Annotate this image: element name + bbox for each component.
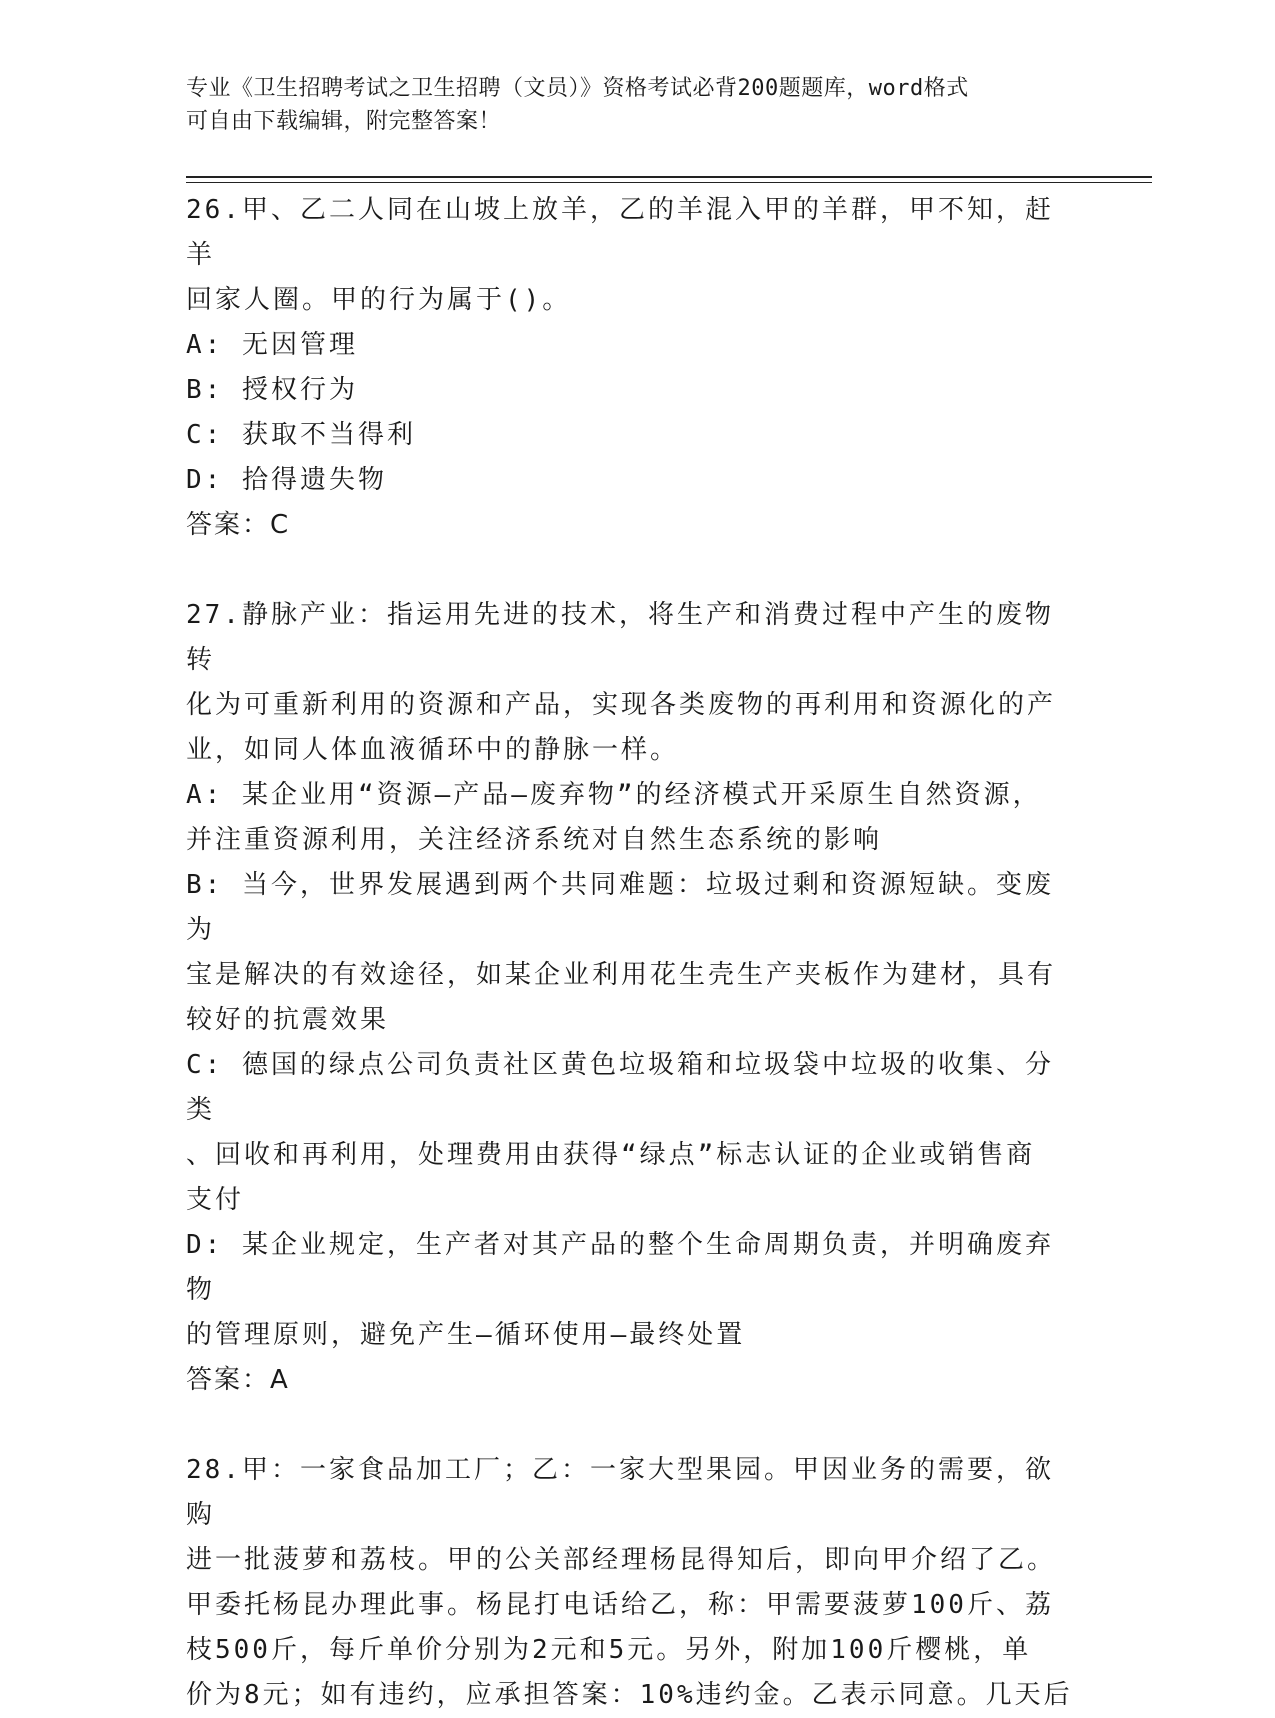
option-line: C: 获取不当得利 [186, 420, 416, 450]
option-line: D: 拾得遗失物 [186, 465, 387, 495]
stem-line: 业，如同人体血液循环中的静脉一样。 [186, 735, 680, 765]
question-27 [186, 593, 1076, 1403]
option-a [186, 773, 1076, 863]
option-line: D: 某企业规定，生产者对其产品的整个生命周期负责，并明确废弃物 [186, 1230, 1054, 1305]
stem-line: 甲委托杨昆办理此事。杨昆打电话给乙，称：甲需要菠萝100斤、荔 [186, 1590, 1054, 1620]
question-stem [186, 593, 1076, 773]
question-spacer [186, 548, 1076, 593]
option-line: B: 授权行为 [186, 375, 358, 405]
stem-line: 枝500斤，每斤单价分别为2元和5元。另外，附加100斤樱桃，单 [186, 1635, 1032, 1665]
question-26 [186, 188, 1076, 548]
option-line: 宝是解决的有效途径，如某企业利用花生壳生产夹板作为建材，具有 [186, 960, 1057, 990]
header-line-1: 专业《卫生招聘考试之卫生招聘（文员）》资格考试必背200题题库，word格式 [186, 76, 969, 101]
question-stem [186, 1448, 1076, 1718]
header-divider-thick [186, 176, 1152, 178]
option-b [186, 863, 1076, 1043]
option-line: 支付 [186, 1185, 245, 1215]
option-line: A: 无因管理 [186, 330, 358, 360]
option-line: 并注重资源利用，关注经济系统对自然生态系统的影响 [186, 825, 883, 855]
stem-line: 回家人圈。甲的行为属于()。 [186, 285, 572, 315]
stem-line: 28.甲：一家食品加工厂；乙：一家大型果园。甲因业务的需要，欲购 [186, 1455, 1054, 1530]
option-d [186, 458, 1076, 503]
stem-line: 化为可重新利用的资源和产品，实现各类废物的再利用和资源化的产 [186, 690, 1057, 720]
option-line: C: 德国的绿点公司负责社区黄色垃圾箱和垃圾袋中垃圾的收集、分类 [186, 1050, 1054, 1125]
answer: 答案：A [186, 1365, 290, 1395]
option-b [186, 368, 1076, 413]
stem-line: 27.静脉产业：指运用先进的技术，将生产和消费过程中产生的废物转 [186, 600, 1054, 675]
option-line: A: 某企业用“资源—产品—废弃物”的经济模式开采原生自然资源， [186, 780, 1042, 810]
answer: 答案：C [186, 510, 291, 540]
question-28 [186, 1448, 1076, 1718]
option-line: 的管理原则，避免产生—循环使用—最终处置 [186, 1320, 746, 1350]
option-a [186, 323, 1076, 368]
stem-line: 26.甲、乙二人同在山坡上放羊，乙的羊混入甲的羊群，甲不知，赶羊 [186, 195, 1054, 270]
option-c [186, 1043, 1076, 1223]
document-header [186, 72, 1066, 138]
option-line: 、回收和再利用，处理费用由获得“绿点”标志认证的企业或销售商 [186, 1140, 1036, 1170]
header-line-2: 可自由下载编辑，附完整答案！ [186, 109, 502, 134]
stem-line: 进一批菠萝和荔枝。甲的公关部经理杨昆得知后，即向甲介绍了乙。 [186, 1545, 1057, 1575]
option-line: B: 当今，世界发展遇到两个共同难题：垃圾过剩和资源短缺。变废为 [186, 870, 1054, 945]
header-divider-thin [186, 182, 1152, 183]
question-stem [186, 188, 1076, 323]
option-line: 较好的抗震效果 [186, 1005, 390, 1035]
option-d [186, 1223, 1076, 1358]
question-spacer [186, 1403, 1076, 1448]
option-c [186, 413, 1076, 458]
stem-line: 价为8元；如有违约，应承担答案：10%违约金。乙表示同意。几天后 [186, 1680, 1073, 1710]
question-list [186, 188, 1076, 1718]
